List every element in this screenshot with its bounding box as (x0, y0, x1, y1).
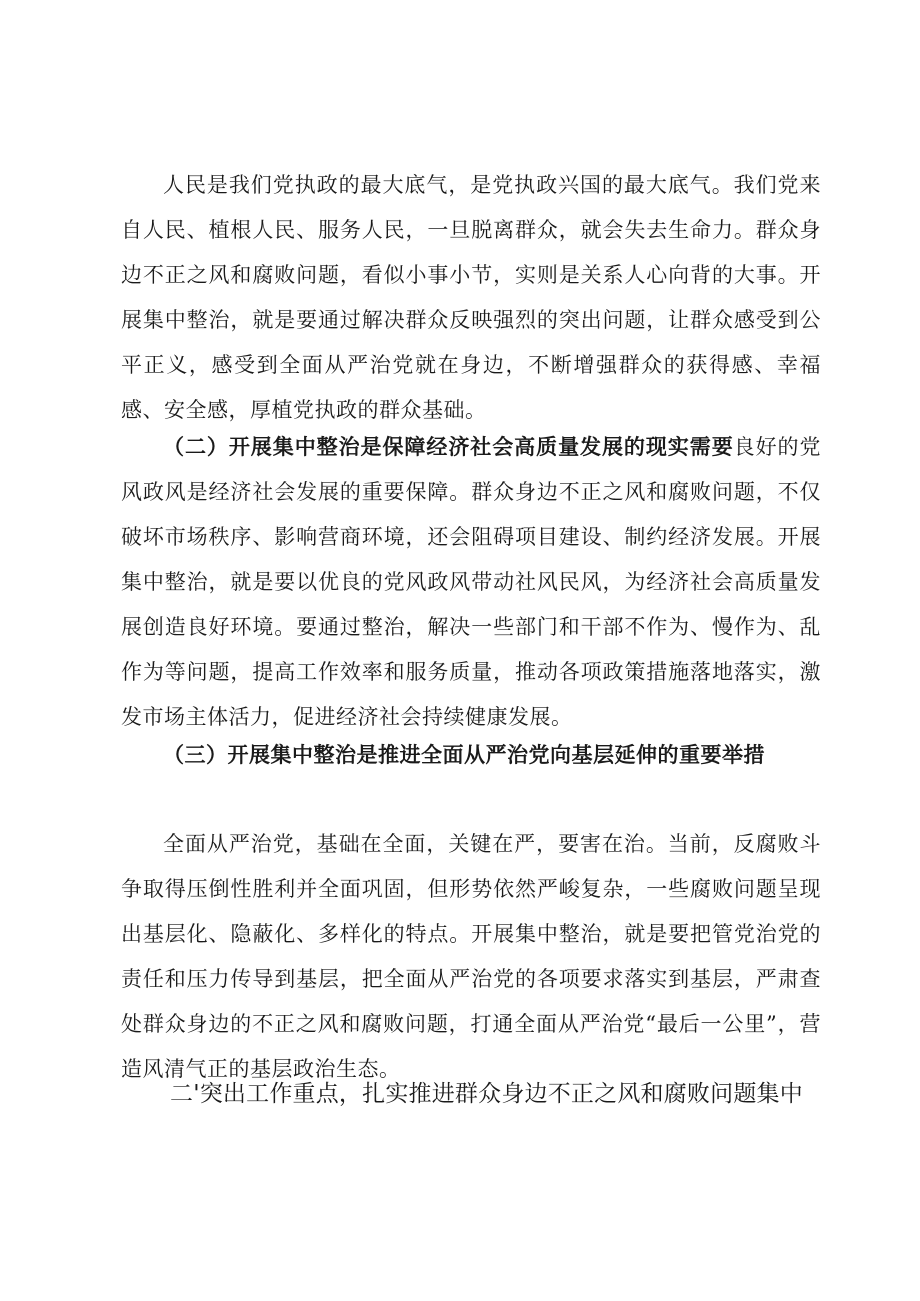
paragraph-2-body: 良好的党风政风是经济社会发展的重要保障。群众身边不正之风和腐败问题，不仅破坏市场秩序、影响营商环境，还会阻碍项目建设、制约经济发展。开展集中整治，就是要以优良的党风政风带动社风民风，为经济社会高质量发展创造良好环境。要通过整治，解决一些部门和干部不作为、慢作为、乱作为等问题，提高工作效率和服务质量，推动各项政策措施落地落实，激发市场主体活力，促进经济社会持续健康发展。 (121, 435, 822, 729)
heading-section-3: （三）开展集中整治是推进全面从严治党向基层延伸的重要举措 (163, 742, 765, 767)
heading-section-2: （二）开展集中整治是保障经济社会高质量发展的现实需要 (163, 434, 734, 459)
section-title-two: 二'突出工作重点，扎实推进群众身边不正之风和腐败问题集中 (170, 1081, 803, 1107)
paragraph-strict-governance: 全面从严治党，基础在全面，关键在严，要害在治。当前，反腐败斗争取得压倒性胜利并全面巩固，但形势依然严峻复杂，一些腐败问题呈现出基层化、隐蔽化、多样化的特点。开展集中整治，就是要把管党治党的责任和压力传导到基层，把全面从严治党的各项要求落实到基层，严肃查处群众身边的不正之风和腐败问题，打通全面从严治党“最后一公里”，营造风清气正的基层政治生态。 (121, 832, 821, 1081)
paragraph-economic-development (121, 424, 821, 740)
paragraph-people-foundation: 人民是我们党执政的最大底气，是党执政兴国的最大底气。我们党来自人民、植根人民、服务人民，一旦脱离群众，就会失去生命力。群众身边不正之风和腐败问题，看似小事小节，实则是关系人心向背的大事。开展集中整治，就是要通过解决群众反映强烈的突出问题，让群众感受到公平正义，感受到全面从严治党就在身边，不断增强群众的获得感、幸福感、安全感，厚植党执政的群众基础。 (121, 173, 821, 422)
